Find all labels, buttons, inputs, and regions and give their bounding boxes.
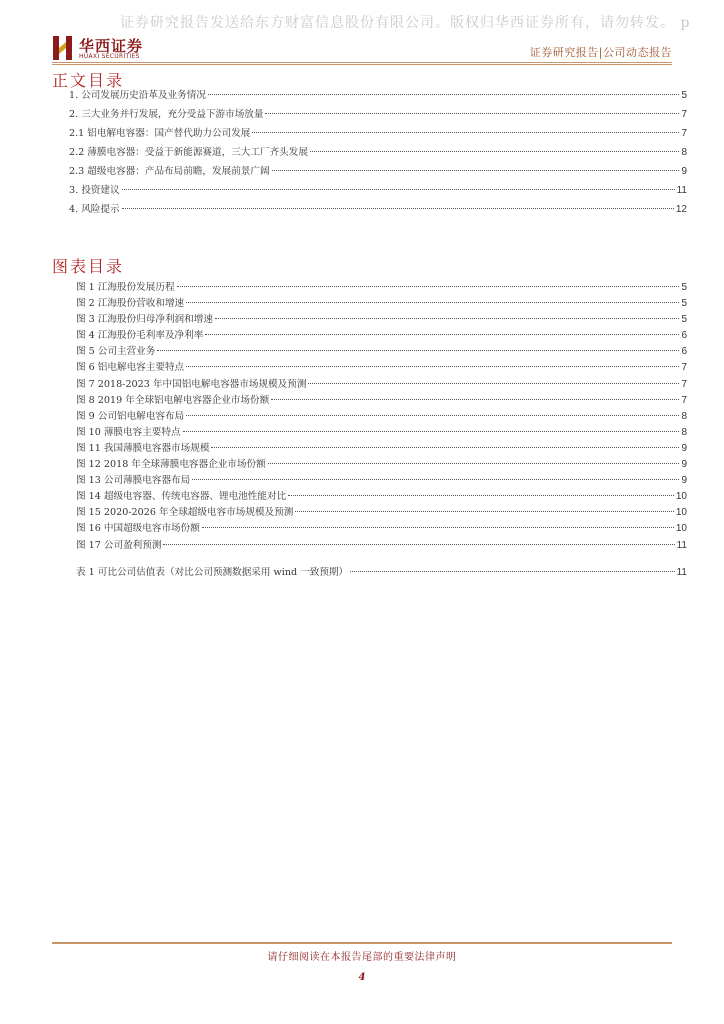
leader-dots	[288, 495, 674, 496]
figure-toc-entry-page: 5	[681, 314, 687, 326]
figure-toc-entry-page: 10	[675, 507, 687, 519]
toc-entry-page: 12	[675, 204, 687, 215]
toc-entry-page: 8	[681, 147, 687, 158]
toc-entry[interactable]	[69, 200, 687, 219]
figure-toc-entry-label: 图 8 2019 年全球铝电解电容器企业市场份额	[76, 394, 270, 406]
figure-toc-title: 图表目录	[52, 257, 125, 276]
figure-toc-entry[interactable]	[76, 521, 687, 537]
leader-dots	[186, 302, 679, 303]
leader-dots	[163, 544, 674, 545]
figure-toc-entry-label: 图 9 公司铝电解电容布局	[76, 410, 185, 422]
figure-toc-entry[interactable]	[76, 457, 687, 473]
figure-toc-entry-label: 图 2 江海股份营收和增速	[76, 298, 185, 310]
leader-dots	[205, 334, 679, 335]
figure-toc-entry[interactable]	[76, 296, 687, 312]
figure-toc-entry-label: 图 4 江海股份毛利率及净利率	[76, 330, 204, 342]
toc-entry-page: 9	[681, 166, 687, 177]
figure-toc-entry-label: 图 3 江海股份归母净利润和增速	[76, 314, 213, 326]
leader-dots	[122, 208, 674, 209]
toc-entry-label: 4. 风险提示	[69, 204, 120, 215]
figure-toc-entry-page: 7	[681, 394, 687, 406]
figure-toc-entry[interactable]	[76, 280, 687, 296]
figure-toc-entry-label: 图 14 超级电容器、传统电容器、锂电池性能对比	[76, 491, 287, 503]
toc-entry[interactable]	[69, 181, 687, 200]
huaxi-logo	[52, 34, 162, 62]
figure-toc-entry-label: 图 1 江海股份发展历程	[76, 282, 175, 293]
leader-dots	[157, 350, 679, 351]
table-toc-entry-page: 11	[676, 567, 687, 578]
leader-dots	[186, 366, 679, 367]
figure-toc-entry[interactable]	[76, 344, 687, 360]
figure-toc-entry[interactable]	[76, 393, 687, 409]
leader-dots	[350, 571, 674, 572]
main-toc-list	[69, 86, 687, 219]
leader-dots	[252, 132, 679, 133]
toc-entry[interactable]	[69, 162, 687, 181]
figure-toc-entry-label: 图 12 2018 年全球薄膜电容器企业市场份额	[76, 459, 266, 471]
toc-entry-label: 2.2 薄膜电容器：受益于新能源赛道，三大工厂齐头发展	[69, 147, 308, 158]
figure-toc-entry[interactable]	[76, 360, 687, 376]
leader-dots	[183, 431, 680, 432]
toc-entry-page: 5	[681, 90, 687, 101]
main-toc-title: 正文目录	[52, 71, 125, 90]
toc-entry[interactable]	[69, 105, 687, 124]
figure-toc-entry-label: 图 11 我国薄膜电容器市场规模	[76, 442, 210, 454]
figure-toc-entry[interactable]	[76, 473, 687, 489]
leader-dots	[271, 399, 679, 400]
leader-dots	[310, 151, 679, 152]
figure-toc-entry-page: 5	[681, 282, 687, 293]
leader-dots	[192, 479, 679, 480]
table-toc-list	[76, 565, 687, 581]
figure-toc-list	[76, 280, 687, 554]
figure-toc-entry-page: 9	[681, 459, 687, 471]
figure-toc-entry-page: 7	[681, 378, 687, 390]
leader-dots	[186, 415, 679, 416]
figure-toc-entry-label: 图 15 2020-2026 年全球超级电容市场规模及预测	[76, 507, 294, 519]
logo-chinese-name: 华西证券	[79, 37, 144, 55]
figure-toc-entry[interactable]	[76, 505, 687, 521]
huaxi-logo-icon	[52, 34, 74, 62]
figure-toc-entry-page: 8	[681, 426, 687, 438]
leader-dots	[208, 94, 680, 95]
figure-toc-entry-page: 11	[676, 539, 687, 551]
figure-toc-entry[interactable]	[76, 489, 687, 505]
table-toc-entry[interactable]	[76, 565, 687, 581]
leader-dots	[268, 463, 680, 464]
logo-english-name: HUAXI SECURITIES	[79, 53, 140, 60]
figure-toc-entry-label: 图 6 铝电解电容主要特点	[76, 362, 185, 374]
leader-dots	[177, 286, 680, 287]
figure-toc-entry-label: 图 17 公司盈利预测	[76, 539, 162, 551]
leader-dots	[211, 447, 679, 448]
figure-toc-entry-label: 图 5 公司主营业务	[76, 346, 156, 358]
figure-toc-entry-page: 9	[681, 475, 687, 487]
toc-entry-label: 2. 三大业务并行发展，充分受益下游市场放量	[69, 109, 264, 120]
header-divider-secondary	[52, 64, 672, 65]
toc-entry-label: 2.3 超级电容器：产品布局前瞻，发展前景广阔	[69, 166, 270, 177]
leader-dots	[215, 318, 680, 319]
figure-toc-entry-page: 8	[681, 410, 687, 422]
leader-dots	[202, 527, 674, 528]
figure-toc-entry-page: 7	[681, 362, 687, 374]
figure-toc-entry[interactable]	[76, 441, 687, 457]
figure-toc-entry[interactable]	[76, 538, 687, 554]
toc-entry[interactable]	[69, 143, 687, 162]
toc-entry-page: 7	[681, 128, 687, 139]
figure-toc-entry-page: 10	[675, 491, 687, 503]
toc-entry-label: 3. 投资建议	[69, 185, 120, 196]
report-type-label: 证券研究报告|公司动态报告	[529, 46, 672, 59]
table-toc-entry-label: 表 1 可比公司估值表（对比公司预测数据采用 wind 一致预期）	[76, 567, 349, 578]
figure-toc-entry-page: 9	[681, 442, 687, 454]
figure-toc-entry-label: 图 16 中国超级电容市场份额	[76, 523, 200, 535]
toc-entry-page: 11	[676, 185, 687, 196]
toc-entry[interactable]	[69, 86, 687, 105]
figure-toc-entry-page: 6	[681, 346, 687, 358]
page-number: 4	[358, 972, 366, 983]
figure-toc-entry[interactable]	[76, 425, 687, 441]
figure-toc-entry-page: 10	[675, 523, 687, 535]
leader-dots	[272, 170, 680, 171]
watermark-text: 证券研究报告发送给东方财富信息股份有限公司。版权归华西证券所有，请勿转发。 p	[120, 15, 691, 31]
toc-entry[interactable]	[69, 124, 687, 143]
figure-toc-entry[interactable]	[76, 377, 687, 393]
leader-dots	[295, 511, 674, 512]
header-divider	[52, 62, 672, 63]
leader-dots	[308, 383, 679, 384]
figure-toc-entry-page: 5	[681, 298, 687, 310]
footer-divider	[52, 942, 672, 944]
figure-toc-entry-label: 图 13 公司薄膜电容器布局	[76, 475, 191, 487]
figure-toc-entry-page: 6	[681, 330, 687, 342]
figure-toc-entry[interactable]	[76, 312, 687, 328]
figure-toc-entry[interactable]	[76, 328, 687, 344]
figure-toc-entry-label: 图 7 2018-2023 年中国铝电解电容器市场规模及预测	[76, 378, 307, 390]
toc-entry-label: 2.1 铝电解电容器：国产替代助力公司发展	[69, 128, 251, 139]
legal-notice: 请仔细阅读在本报告尾部的重要法律声明	[267, 952, 457, 963]
figure-toc-entry[interactable]	[76, 409, 687, 425]
toc-entry-label: 1. 公司发展历史沿革及业务情况	[69, 90, 206, 101]
toc-entry-page: 7	[681, 109, 687, 120]
leader-dots	[122, 189, 675, 190]
leader-dots	[265, 113, 679, 114]
figure-toc-entry-label: 图 10 薄膜电容主要特点	[76, 426, 181, 438]
